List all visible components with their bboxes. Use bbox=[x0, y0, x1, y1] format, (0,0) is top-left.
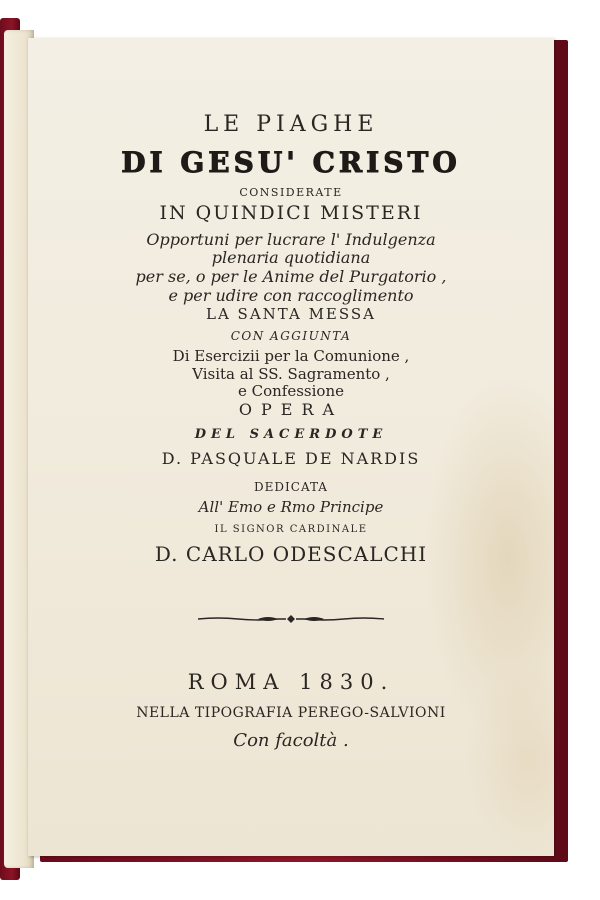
roman-line-2: Visita al SS. Sagramento , bbox=[192, 365, 390, 383]
roman-line-3: e Confessione bbox=[237, 382, 344, 400]
imprint-city-year: ROMA 1830. bbox=[187, 670, 395, 694]
imprint-permission: Con facoltà . bbox=[233, 730, 349, 751]
cardinale-text: IL SIGNOR CARDINALE bbox=[214, 524, 368, 535]
author-name: D. PASQUALE DE NARDIS bbox=[161, 449, 421, 468]
principe-text: All' Emo e Rmo Principe bbox=[198, 498, 384, 516]
misteri-text: IN QUINDICI MISTERI bbox=[159, 202, 423, 224]
roman-line-1: Di Esercizii per la Comunione , bbox=[172, 347, 410, 365]
ornament-divider bbox=[198, 614, 384, 624]
italic-line-1: Opportuni per lucrare l' Indulgenza bbox=[146, 230, 436, 249]
title-line-1: LE PIAGHE bbox=[203, 112, 379, 137]
italic-line-3: per se, o per le Anime del Purgatorio , bbox=[135, 267, 447, 286]
imprint-printer: NELLA TIPOGRAFIA PEREGO-SALVIONI bbox=[136, 705, 446, 721]
dedicatee-name: D. CARLO ODESCALCHI bbox=[154, 542, 428, 566]
santa-messa-text: LA SANTA MESSA bbox=[205, 305, 376, 323]
opera-text: OPERA bbox=[238, 400, 344, 419]
italic-line-4: e per udire con raccoglimento bbox=[168, 286, 414, 305]
italic-line-2: plenaria quotidiana bbox=[211, 248, 371, 267]
con-aggiunta-text: CON AGGIUNTA bbox=[230, 329, 352, 343]
del-sacerdote-text: DEL SACERDOTE bbox=[194, 427, 388, 442]
dedicata-text: DEDICATA bbox=[254, 480, 328, 494]
considerate-text: CONSIDERATE bbox=[239, 186, 343, 199]
title-page bbox=[28, 38, 554, 856]
title-line-2: DI GESU' CRISTO bbox=[121, 146, 461, 179]
